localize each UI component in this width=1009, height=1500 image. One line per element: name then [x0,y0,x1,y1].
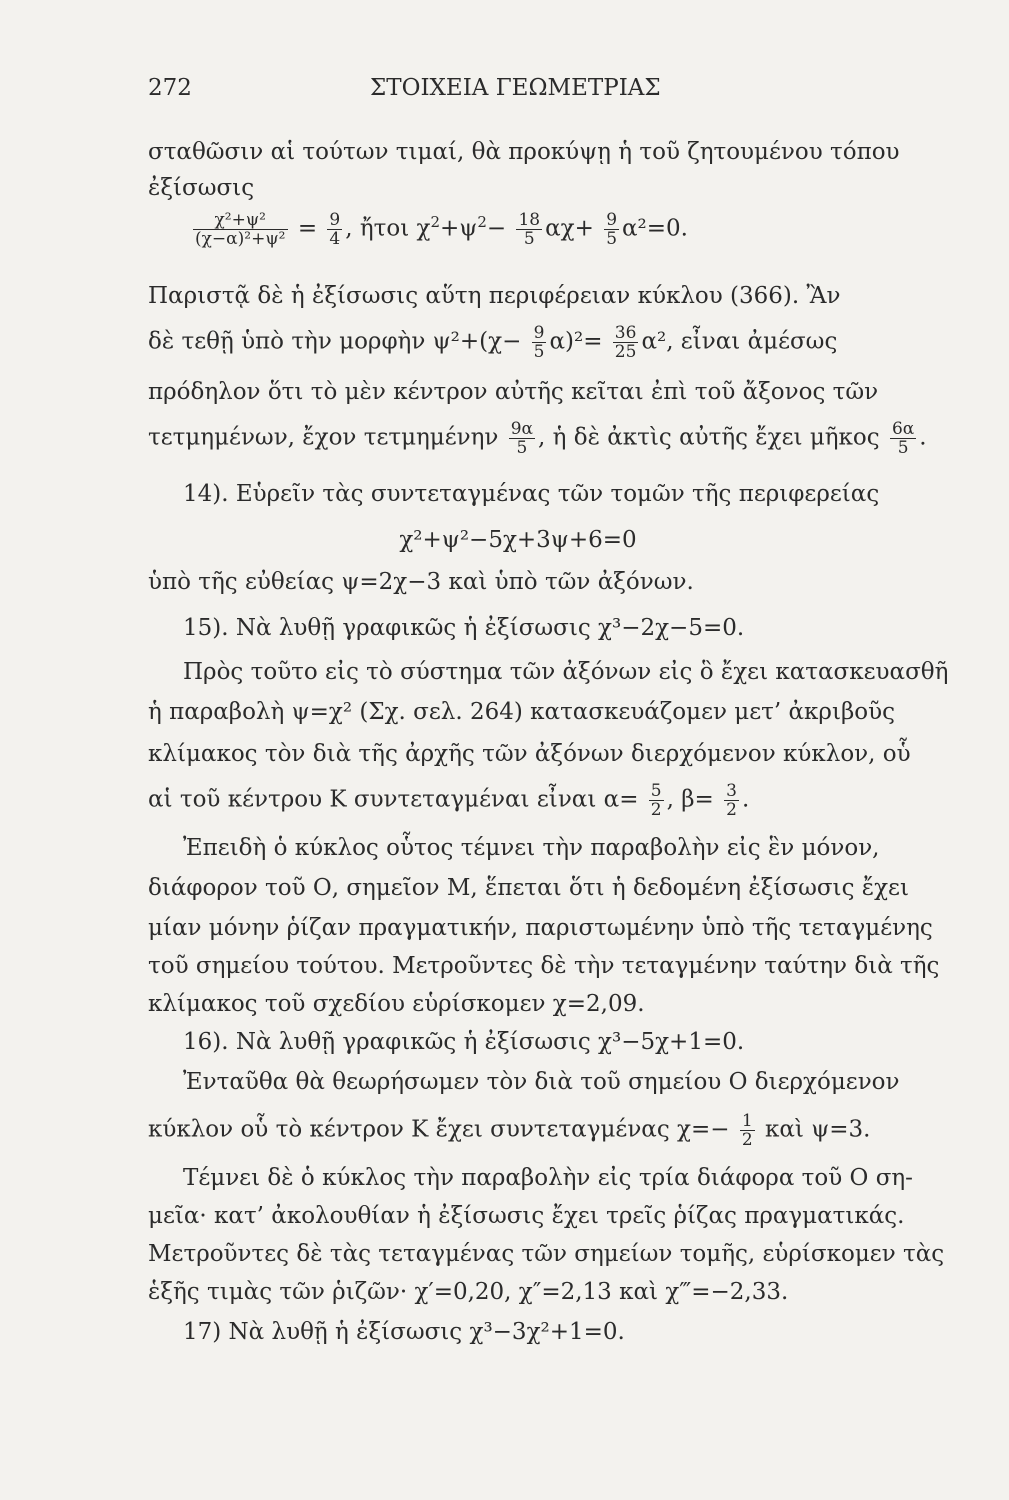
fraction: $\frac{6\alpha}{5}$ [891,419,915,458]
text-line: μίαν μόνην ῥίζαν πραγματικήν, παριστωμένην ὑπὸ τῆς τεταγμένης [148,915,933,941]
exercise-17: 17) Νὰ λυθῇ ἡ ἐξίσωσις χ³−3χ²+1=0. [183,1319,625,1345]
text-line: κλίμακος τοῦ σχεδίου εὑρίσκομεν χ=2,09. [148,991,645,1017]
fraction: $\frac{\text{χ²+ψ²}}{\text{(χ−α)²+ψ²}}$ [195,210,286,250]
running-header [148,72,938,104]
fraction: $\frac{1}{2}$ [741,1111,753,1150]
text-line: ὑπὸ τῆς εὐθείας ψ=2χ−3 καὶ ὑπὸ τῶν ἀξόνων. [148,569,694,595]
text-line: ἑξῆς τιμὰς τῶν ῥιζῶν· χ′=0,20, χ″=2,13 καὶ χ‴=−2,33. [148,1279,789,1305]
running-title: ΣΤΟΙΧΕΙΑ ΓΕΩΜΕΤΡΙΑΣ [370,75,661,101]
text-line: δὲ τεθῇ ὑπὸ τὴν μορφὴν ψ²+(χ− $\frac{9}{5}$ α)²= $\frac{36}{25}$ α², εἶναι ἀμέσως [148,323,838,362]
fraction: $\frac{9}{5}$ [606,210,618,250]
fraction: $\frac{9\alpha}{5}$ [510,419,534,458]
text-line: κλίμακος τὸν διὰ τῆς ἀρχῆς τῶν ἀξόνων διερχόμενον κύκλον, οὗ [148,741,911,767]
text-line: Τέμνει δὲ ὁ κύκλος τὴν παραβολὴν εἰς τρία διάφορα τοῦ Ο ση- [183,1165,913,1191]
fraction: $\frac{5}{2}$ [650,781,662,820]
text-line: Παριστᾷ δὲ ἡ ἐξίσωσις αὕτη περιφέρειαν κύκλου (366). Ἂν [148,283,841,309]
exercise-16: 16). Νὰ λυθῇ γραφικῶς ἡ ἐξίσωσις χ³−5χ+1=0. [183,1029,745,1055]
fraction: $\frac{18}{5}$ [518,210,541,250]
text-line: Ἐπειδὴ ὁ κύκλος οὗτος τέμνει τὴν παραβολὴν εἰς ἓν μόνον, [183,835,880,861]
text-line: Ἐνταῦθα θὰ θεωρήσωμεν τὸν διὰ τοῦ σημείου Ο διερχόμενον [183,1069,900,1095]
text-line: ἡ παραβολὴ ψ=χ² (Σχ. σελ. 264) κατασκευάζομεν μετ’ ἀκριβοῦς [148,699,895,725]
text-line: Μετροῦντες δὲ τὰς τεταγμένας τῶν σημείων τομῆς, εὑρίσκομεν τὰς [148,1241,945,1267]
equation-locus: $\frac{\text{χ²+ψ²}}{\text{(χ−α)²+ψ²}}$ = $\frac{9}{4}$ , ἤτοι $\chi^2+\psi^2-$ $\frac{18}{5}$ αχ+ $\frac{9}{5}$ α²=0. [195,210,688,250]
text-line: σταθῶσιν αἱ τούτων τιμαί, θὰ προκύψῃ ἡ τοῦ ζητουμένου τόπου [148,139,900,165]
text-line: αἱ τοῦ κέντρου Κ συντεταγμέναι εἶναι α= $\frac{5}{2}$ , β= $\frac{3}{2}$ . [148,781,750,820]
text-line: μεῖα· κατ’ ἀκολουθίαν ἡ ἐξίσωσις ἔχει τρεῖς ῥίζας πραγματικάς. [148,1203,905,1229]
equation: χ²+ψ²−5χ+3ψ+6=0 [399,527,637,553]
fraction: $\frac{3}{2}$ [726,781,737,820]
text-line: τετμημένων, ἔχον τετμημένην $\frac{9\alpha}{5}$ , ἡ δὲ ἀκτὶς αὐτῆς ἔχει μῆκος $\frac{6\alpha}{5}$ . [148,419,927,458]
fraction: $\frac{36}{25}$ [614,323,637,362]
text-line: κύκλον οὗ τὸ κέντρον Κ ἔχει συντεταγμένας χ=− $\frac{1}{2}$ καὶ ψ=3. [148,1111,871,1150]
exercise-14: 14). Εὑρεῖν τὰς συντεταγμένας τῶν τομῶν τῆς περιφερείας [183,481,880,507]
text-line: ἐξίσωσις [148,175,255,201]
text-line: πρόδηλον ὅτι τὸ μὲν κέντρον αὐτῆς κεῖται ἐπὶ τοῦ ἄξονος τῶν [148,379,879,405]
page-number: 272 [148,75,192,101]
text-line: διάφορον τοῦ Ο, σημεῖον Μ, ἕπεται ὅτι ἡ δεδομένη ἐξίσωσις ἔχει [148,875,909,901]
fraction: $\frac{9}{5}$ [533,323,545,362]
text-line: τοῦ σημείου τούτου. Μετροῦντες δὲ τὴν τεταγμένην ταύτην διὰ τῆς [148,953,940,979]
exercise-15: 15). Νὰ λυθῇ γραφικῶς ἡ ἐξίσωσις χ³−2χ−5=0. [183,615,745,641]
fraction: $\frac{9}{4}$ [329,210,341,250]
text-line: Πρὸς τοῦτο εἰς τὸ σύστημα τῶν ἀξόνων εἰς ὃ ἔχει κατασκευασθῆ [183,659,949,685]
